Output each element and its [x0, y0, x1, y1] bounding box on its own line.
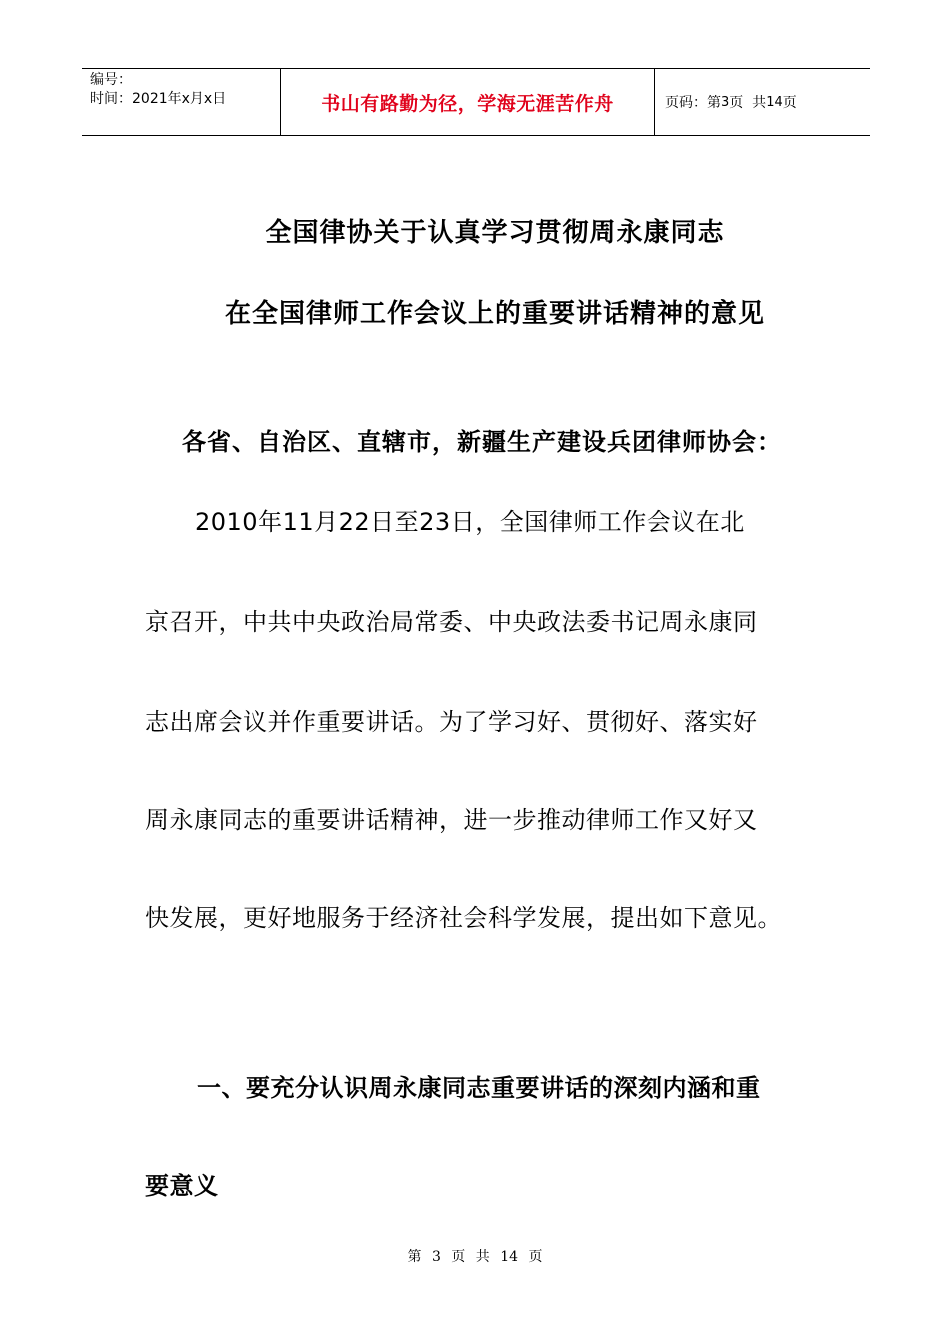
- page-info-suffix: 页: [782, 95, 797, 111]
- document-title-line-2: 在全国律师工作会议上的重要讲话精神的意见: [224, 299, 765, 329]
- number-label: 编号：: [90, 72, 132, 88]
- header-page-cell: [655, 69, 870, 135]
- time-label: 时间：2021年x月x日: [90, 91, 227, 107]
- document-title-line-1: 全国律协关于认真学习贯彻周永康同志: [265, 218, 725, 248]
- paragraph-line-5: 快发展，更好地服务于经济社会科学发展，提出如下意见。: [145, 904, 782, 932]
- paragraph-line-4: 周永康同志的重要讲话精神，进一步推动律师工作又好又: [145, 806, 758, 834]
- page-info-prefix: 页码：第: [665, 95, 721, 111]
- page-info-mid: 页 共: [729, 95, 767, 111]
- header-meta-cell: [82, 69, 281, 135]
- page-info-current: 3: [721, 94, 730, 110]
- header-motto-cell: [281, 69, 655, 135]
- page-info-total: 14: [766, 94, 783, 110]
- salutation: 各省、自治区、直辖市，新疆生产建设兵团律师协会：: [182, 428, 782, 456]
- page-footer: 第 3 页 共 14 页: [407, 1249, 543, 1265]
- paragraph-line-2: 京召开，中共中央政治局常委、中央政法委书记周永康同: [145, 608, 758, 636]
- section-heading-line-2: 要意义: [145, 1172, 219, 1200]
- section-heading-line-1: 一、要充分认识周永康同志重要讲话的深刻内涵和重: [197, 1074, 761, 1102]
- document-header: [82, 68, 870, 136]
- paragraph-line-3: 志出席会议并作重要讲话。为了学习好、贯彻好、落实好: [145, 708, 758, 736]
- paragraph-line-1: 2010年11月22日至23日，全国律师工作会议在北: [195, 508, 745, 536]
- motto-text: 书山有路勤为径，学海无涯苦作舟: [321, 92, 614, 115]
